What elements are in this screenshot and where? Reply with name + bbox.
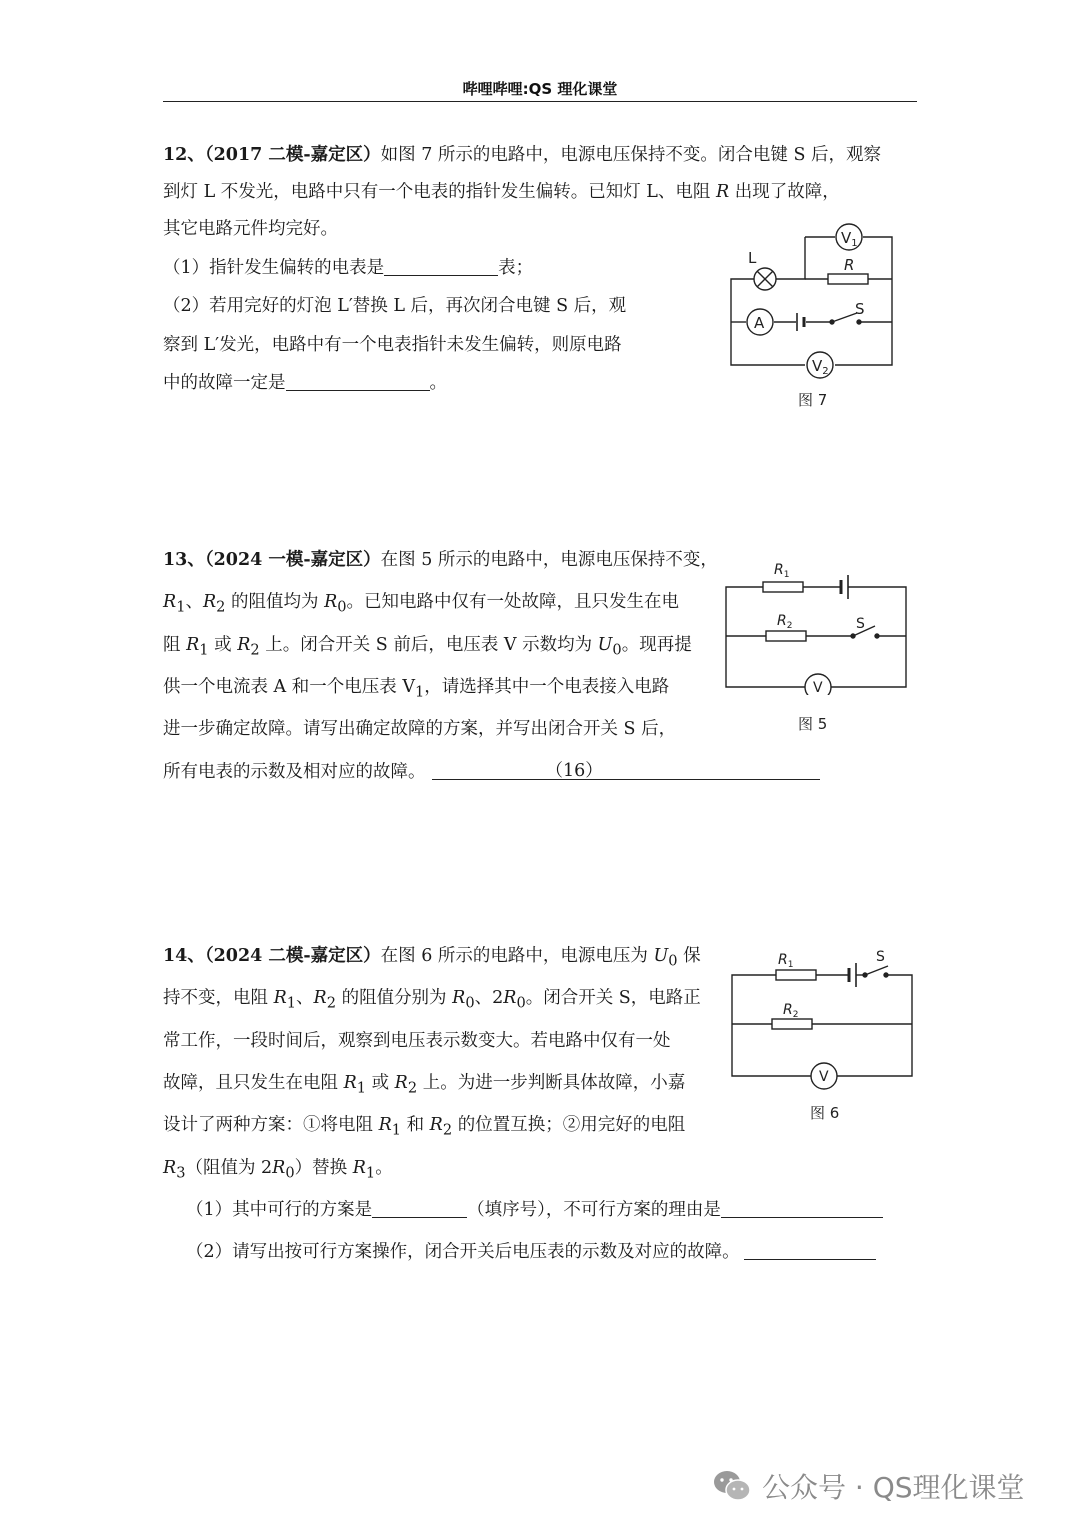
- q12-lamp-icon: [754, 268, 776, 290]
- watermark-text: 公众号 · QS理化课堂: [762, 1471, 1025, 1504]
- q12-switch-label: S: [855, 300, 865, 318]
- q14-battery-icon: [849, 963, 856, 987]
- q14-source: （2024 二模-嘉定区）: [204, 946, 381, 966]
- q12-v1-label: $V_1$: [841, 229, 858, 249]
- q13-number: 13、: [163, 550, 205, 570]
- q13-switch-label: S: [856, 616, 865, 632]
- q12-part-2-line-1: （2）若用完好的灯泡 L′替换 L 后，再次闭合电键 S 后，观: [163, 296, 627, 316]
- q14-answer-blank-1[interactable]: [372, 1202, 467, 1218]
- q14-r1-icon: [776, 970, 816, 980]
- q14-part-1: （1）其中可行的方案是 （填序号），不可行方案的理由是: [186, 1202, 883, 1220]
- wechat-icon: [712, 1469, 752, 1503]
- q12-source: （2017 二模-嘉定区）: [204, 145, 381, 165]
- q14-line-2: 持不变，电阻 $R_1$、$R_2$ 的阻值分别为 $R_0$、$2R_0$。闭合开关 S，电路正: [163, 988, 701, 1012]
- q12-battery-icon: [797, 313, 804, 331]
- q13-line-3: 阻 $R_1$ 或 $R_2$ 上。闭合开关 S 前后，电压表 V 示数均为 $U_0$。现再提: [163, 635, 692, 659]
- q14-r2-icon: [772, 1019, 812, 1029]
- q14-circuit-figure: [728, 945, 918, 1094]
- q13-line-1: 13、（2024 一模-嘉定区）在图 5 所示的电路中，电源电压保持不变，: [163, 550, 718, 570]
- q13-figure-caption: 图 5: [798, 715, 828, 733]
- q13-circuit-figure: [722, 555, 912, 699]
- q13-r2-icon: [766, 631, 806, 641]
- q14-line-6: $R_3$（阻值为 $2R_0$）替换 $R_1$。: [163, 1158, 393, 1182]
- q12-answer-blank-2[interactable]: [286, 375, 430, 391]
- q13-line-4: 供一个电流表 A 和一个电压表 $V_1$，请选择其中一个电表接入电路: [163, 677, 670, 701]
- q14-part-2: （2）请写出按可行方案操作，闭合开关后电压表的示数及对应的故障。: [186, 1244, 876, 1262]
- q12-resistor-label: R: [844, 256, 855, 274]
- q12-part-2-line-2: 察到 L′发光，电路中有一个电表指针未发生偏转，则原电路: [163, 335, 622, 355]
- q13-line-2: $R_1$、$R_2$ 的阻值均为 $R_0$。已知电路中仅有一处故障，且只发生在电: [163, 592, 680, 616]
- q13-answer-blank[interactable]: （16）: [432, 764, 820, 780]
- page-header: 哔哩哔哩:QS 理化课堂: [462, 80, 618, 98]
- q12-ammeter-label: A: [754, 314, 765, 332]
- q12-part-2-line-3: 中的故障一定是 。: [163, 373, 447, 393]
- q14-answer-blank-3[interactable]: [744, 1244, 876, 1260]
- q12-circuit-figure: [720, 222, 905, 386]
- q13-r1-icon: [763, 582, 803, 592]
- q14-r1-label: $R_1$: [778, 952, 794, 970]
- q13-source: （2024 一模-嘉定区）: [204, 550, 381, 570]
- q14-voltmeter-label: V: [819, 1069, 829, 1085]
- q14-line-4: 故障，且只发生在电阻 $R_1$ 或 $R_2$ 上。为进一步判断具体故障，小嘉: [163, 1073, 686, 1097]
- q14-circuit-wires: [732, 975, 912, 1076]
- q12-v2-label: $V_2$: [812, 357, 829, 377]
- q13-r1-label: $R_1$: [774, 562, 790, 580]
- q14-switch-icon: [863, 966, 888, 977]
- q14-figure-caption: 图 6: [810, 1104, 840, 1122]
- q12-line-2: 到灯 L 不发光，电路中只有一个电表的指针发生偏转。已知灯 L、电阻 R 出现了故障，: [163, 182, 840, 202]
- q14-line-3: 常工作，一段时间后，观察到电压表示数变大。若电路中仅有一处: [163, 1031, 671, 1051]
- q13-battery-icon: [841, 575, 848, 599]
- q14-number: 14、: [163, 946, 205, 966]
- q12-part-1: （1）指针发生偏转的电表是 表；: [163, 258, 534, 278]
- q13-line-5: 进一步确定故障。请写出确定故障的方案，并写出闭合开关 S 后，: [163, 719, 677, 739]
- q13-r2-label: $R_2$: [777, 613, 793, 631]
- q13-voltmeter-label: V: [813, 680, 823, 695]
- q14-r2-label: $R_2$: [783, 1002, 799, 1020]
- q14-line-5: 设计了两种方案：①将电阻 $R_1$ 和 $R_2$ 的位置互换；②用完好的电阻: [163, 1115, 686, 1139]
- q14-line-1: 14、（2024 二模-嘉定区）在图 6 所示的电路中，电源电压为 $U_0$ 保: [163, 946, 701, 970]
- q12-resistor-icon: [828, 274, 868, 284]
- q12-lamp-label: L: [748, 249, 757, 267]
- q12-figure-caption: 图 7: [798, 391, 828, 409]
- q12-number: 12、: [163, 145, 205, 165]
- q14-switch-label: S: [876, 949, 885, 965]
- header-divider: [163, 101, 917, 102]
- q12-line-1: 12、（2017 二模-嘉定区）如图 7 所示的电路中，电源电压保持不变。闭合电键 S 后，观察: [163, 145, 882, 165]
- q12-line-3: 其它电路元件均完好。: [163, 219, 338, 239]
- q12-answer-blank-1[interactable]: [384, 260, 498, 276]
- q13-line-6: 所有电表的示数及相对应的故障。 （16）: [163, 764, 820, 782]
- watermark: [712, 1466, 1025, 1506]
- q14-answer-blank-2[interactable]: [721, 1202, 883, 1218]
